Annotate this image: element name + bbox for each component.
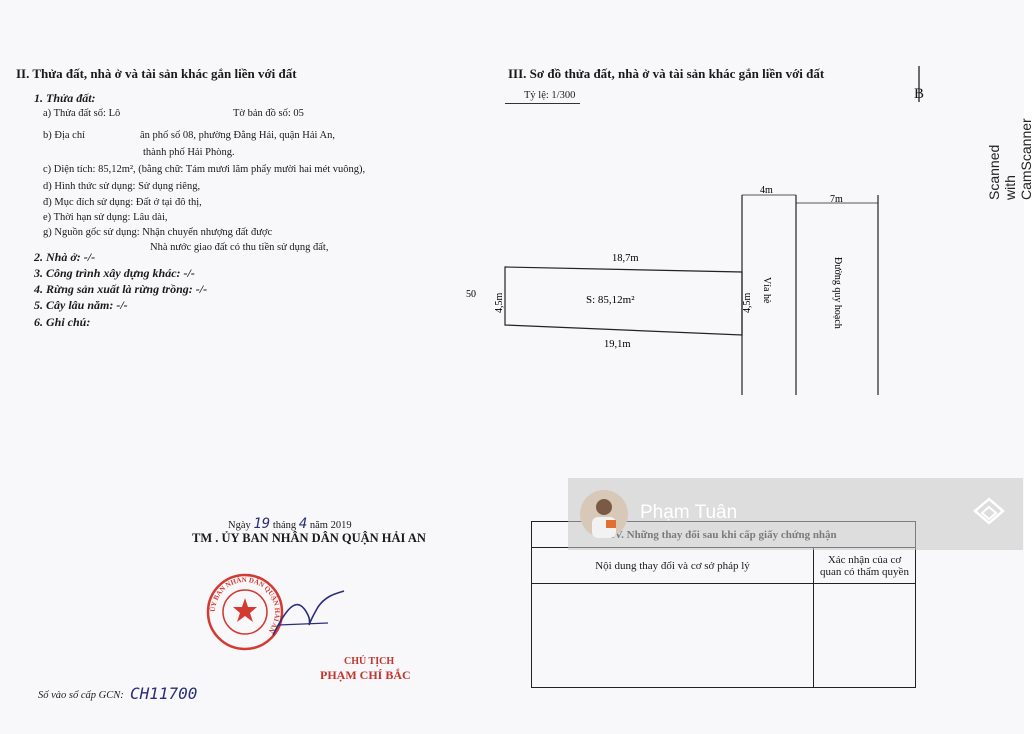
scanner-credit: Scanned with CamScanner bbox=[986, 118, 1034, 200]
usage-form: d) Hình thức sử dụng: Sử dụng riêng, bbox=[43, 181, 201, 192]
scale-underline bbox=[505, 103, 580, 104]
issue-day: 19 bbox=[253, 516, 271, 532]
plot-left-dimension: 4,5m bbox=[494, 292, 505, 313]
plot-top-dimension: 18,7m bbox=[612, 253, 639, 264]
chairman-name: PHẠM CHÍ BẮC bbox=[320, 668, 411, 682]
issue-date: Ngày 19 tháng 4 năm 2019 bbox=[228, 516, 352, 532]
house-heading: 2. Nhà ở: -/- bbox=[34, 250, 96, 264]
section-ii-title: II. Thửa đất, nhà ở và tài sản khác gắn liền với đất bbox=[16, 66, 297, 81]
north-letter: B bbox=[914, 86, 925, 102]
changes-confirmation-cell bbox=[814, 584, 916, 688]
road-width-label: 7m bbox=[830, 194, 843, 205]
usage-purpose: đ) Mục đích sử dụng: Đất ở tại đô thị, bbox=[43, 197, 202, 208]
address-label: b) Địa chỉ bbox=[43, 130, 85, 141]
planted-forest-heading: 4. Rừng sản xuất là rừng trồng: -/- bbox=[34, 282, 208, 296]
address-line-2: thành phố Hải Phòng. bbox=[143, 147, 235, 158]
gcn-register-number: CH11700 bbox=[130, 684, 198, 703]
chairman-title: CHỦ TỊCH bbox=[344, 656, 395, 667]
usage-origin: g) Nguồn gốc sử dụng: Nhận chuyển nhượng đất được bbox=[43, 227, 273, 238]
changes-content-cell bbox=[532, 584, 814, 688]
neighbor-plot-number: 50 bbox=[466, 289, 476, 300]
changes-col-content: Nội dung thay đổi và cơ sở pháp lý bbox=[532, 548, 814, 584]
issue-month: 4 bbox=[298, 516, 308, 532]
plot-diagram bbox=[466, 185, 900, 415]
map-scale: Tỷ lệ: 1/300 bbox=[524, 90, 576, 101]
gcn-register-label: Số vào sổ cấp GCN: bbox=[38, 690, 124, 701]
map-sheet-number: Tờ bản đồ số: 05 bbox=[233, 108, 304, 119]
perennial-trees-heading: 5. Cây lâu năm: -/- bbox=[34, 298, 128, 312]
watermark-name: Phạm Tuân bbox=[640, 502, 738, 523]
signature bbox=[268, 585, 348, 645]
plot-area-label: S: 85,12m² bbox=[586, 294, 635, 306]
sidewalk-width-label: 4m bbox=[760, 185, 773, 196]
other-construction-heading: 3. Công trình xây dựng khác: -/- bbox=[34, 266, 195, 280]
usage-origin-cont: Nhà nước giao đất có thu tiền sử dụng đất, bbox=[150, 242, 329, 253]
watermark-avatar bbox=[580, 490, 628, 538]
plot-bottom-dimension: 19,1m bbox=[604, 339, 631, 350]
notes-heading: 6. Ghi chú: bbox=[34, 315, 91, 329]
land-plot-heading: 1. Thửa đất: bbox=[34, 91, 96, 105]
land-area: c) Diện tích: 85,12m², (bằng chữ: Tám mươi lăm phẩy mười hai mét vuông), bbox=[43, 164, 366, 175]
usage-term: e) Thời hạn sử dụng: Lâu dài, bbox=[43, 212, 168, 223]
plot-right-dimension: 4,5m bbox=[742, 292, 753, 313]
sidewalk-label: Vỉa hè bbox=[761, 277, 772, 304]
plot-number: a) Thửa đất số: Lô bbox=[43, 108, 121, 119]
section-iii-title: III. Sơ đồ thửa đất, nhà ở và tài sản khác gắn liền với đất bbox=[508, 66, 825, 81]
road-label: Đường quy hoạch bbox=[832, 257, 843, 329]
address-line-1: ân phố số 08, phường Đằng Hải, quận Hải An, bbox=[140, 130, 335, 141]
changes-col-confirmation: Xác nhận của cơ quan có thẩm quyền bbox=[814, 548, 916, 584]
issuing-authority: TM . ỦY BAN NHÂN DÂN QUẬN HẢI AN bbox=[192, 531, 426, 545]
seal-star-icon bbox=[233, 598, 257, 622]
seal-ring-text: ỦY BAN NHÂN DÂN QUẬN HẢI AN bbox=[208, 575, 282, 635]
watermark-banner bbox=[568, 478, 1023, 550]
watermark-logo-icon bbox=[972, 496, 1006, 530]
